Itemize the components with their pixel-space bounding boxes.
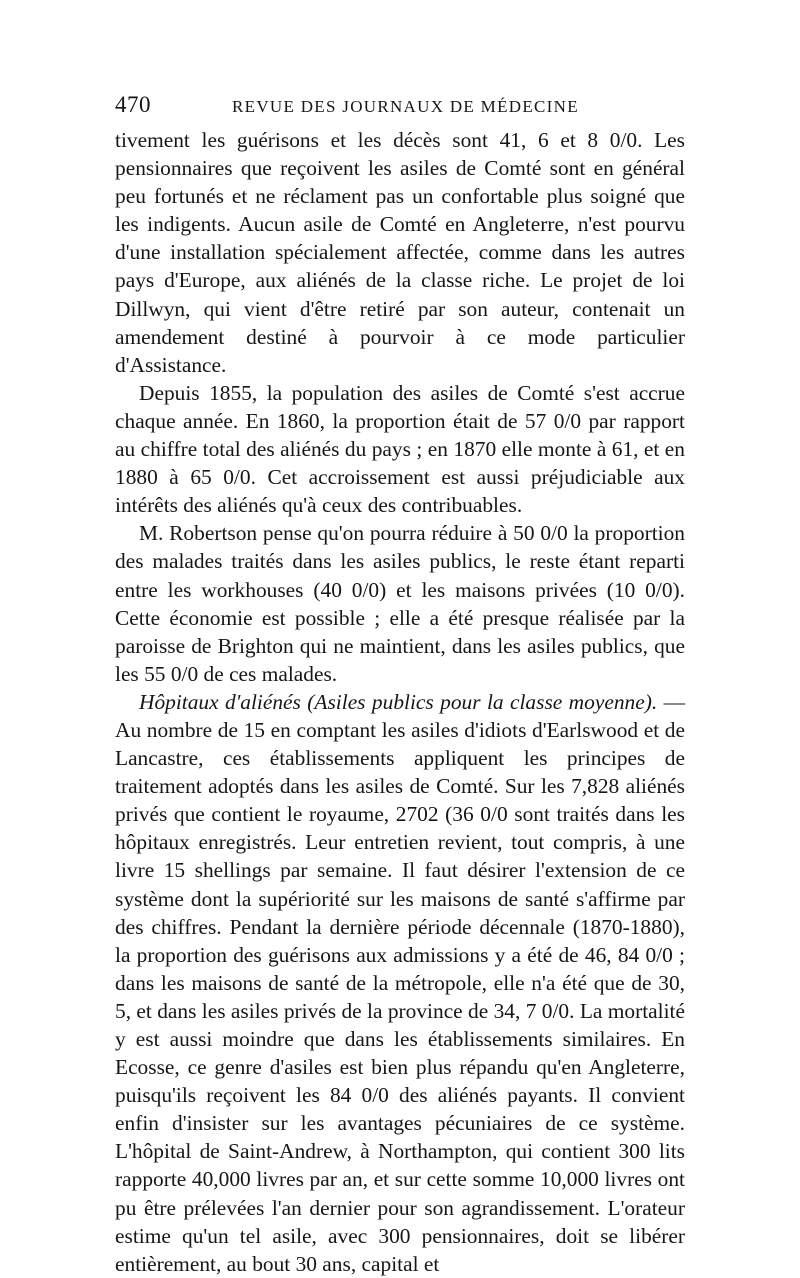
page-header xyxy=(115,92,685,122)
body-text xyxy=(115,126,685,1278)
running-title: REVUE DES JOURNAUX DE MÉDECINE xyxy=(232,97,579,116)
paragraph: Depuis 1855, la population des asiles de Comté s'est accrue chaque année. En 1860, la proportion était de 57 0/0 par rapport au chiffre total des aliénés du pays ; en 1870 elle monte à 61, et en 1880 à 65 0/0. Cet accroissement est aussi préjudiciable aux intérêts des aliénés qu'à ceux des contribuables. xyxy=(115,380,685,518)
section-heading: Hôpitaux d'aliénés (Asiles publics pour la classe moyenne). xyxy=(139,689,658,714)
paragraph-text: — Au nombre de 15 en comptant les asiles d'idiots d'Earlswood et de Lancastre, ces établissements appliquent les principes de traitement adoptés dans les asiles de Comté. Sur les 7,828 aliénés privés que contient le royaume, 2702 (36 0/0 sont traités dans les hôpitaux enregistrés. Leur entretien revient, tout compris, à une livre 15 shellings par semaine. Il faut désirer l'extension de ce système dont la supériorité sur les maisons de santé s'affirme par des chiffres. Pendant la dernière période décennale (1870-1880), la proportion des guérisons aux admissions y a été de 46, 84 0/0 ; dans les maisons de santé de la métropole, elle n'a été que de 30, 5, et dans les asiles privés de la province de 34, 7 0/0. La mortalité y est aussi moindre que dans les établissements similaires. En Ecosse, ce genre d'asiles est bien plus répandu qu'en Angleterre, puisqu'ils reçoivent les 84 0/0 des aliénés payants. Il convient enfin d'insister sur les avantages pécuniaires de ce système. L'hôpital de Saint-Andrew, à Northampton, qui contient 300 lits rapporte 40,000 livres par an, et sur cette somme 10,000 livres ont pu être prélevées l'an dernier pour son agrandissement. L'orateur estime qu'un tel asile, avec 300 pensionnaires, doit se libérer entièrement, au bout 30 ans, capital et xyxy=(115,689,685,1276)
page-number: 470 xyxy=(115,92,151,117)
paragraph: M. Robertson pense qu'on pourra réduire à 50 0/0 la proportion des malades traités dans les asiles publics, le reste étant reparti entre les workhouses (40 0/0) et les maisons privées (10 0/0). Cette économie est possible ; elle a été presque réalisée par la paroisse de Brighton qui ne maintient, dans les asiles publics, que les 55 0/0 de ces malades. xyxy=(115,521,685,686)
paragraph xyxy=(115,688,685,1278)
paragraph: tivement les guérisons et les décès sont 41, 6 et 8 0/0. Les pensionnaires que reçoivent les asiles de Comté sont en général peu fortunés et ne réclament pas un confortable plus soigné que les indigents. Aucun asile de Comté en Angleterre, n'est pourvu d'une installation spécialement affectée, comme dans les autres pays d'Europe, aux aliénés de la classe riche. Le projet de loi Dillwyn, qui vient d'être retiré par son auteur, contenait un amendement destiné à pourvoir à ce mode particulier d'Assistance. xyxy=(115,128,685,377)
